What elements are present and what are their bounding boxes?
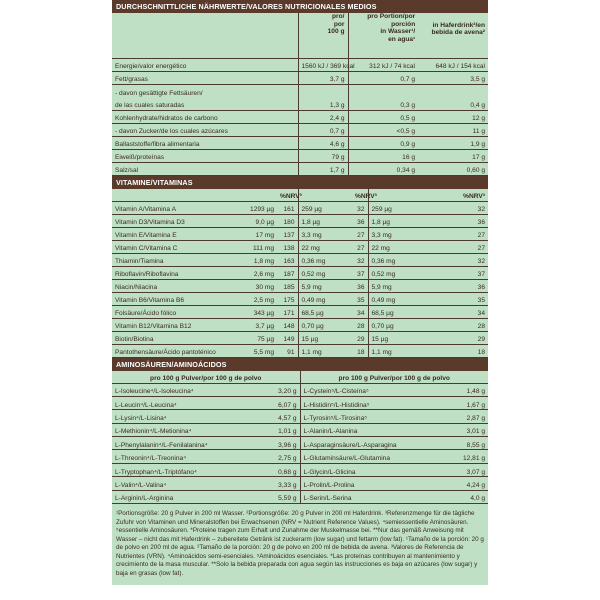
- nutrition-title: DURCHSCHNITTLICHE NÄHRWERTE/VALORES NUTRICIONALES MEDIOS: [112, 0, 488, 13]
- nutrient-label: - davon gesättigte Fettsäuren/: [115, 89, 203, 97]
- table-row: [112, 318, 488, 331]
- value-oat: 11 g: [418, 124, 488, 137]
- vitamin-water: 0,36 mg: [298, 253, 352, 266]
- table-row: [112, 253, 488, 266]
- value-oat: 1,9 g: [418, 137, 488, 150]
- amino-label: L-Serin/L-Serina: [300, 490, 428, 503]
- vitamin-water: 3,3 mg: [298, 227, 352, 240]
- value-oat: 648 kJ / 154 kcal: [418, 59, 488, 72]
- nutrient-label: Fett/grasas: [112, 72, 298, 85]
- vitamin-nrv-water: 27: [352, 227, 368, 240]
- vitamin-per-100g: 111 mg: [242, 240, 277, 253]
- vitamin-per-100g: 2,6 mg: [242, 266, 277, 279]
- value-water: <0,5 g: [348, 124, 418, 137]
- vitamin-nrv-water: 37: [352, 266, 368, 279]
- vitamin-water: 68,5 µg: [298, 305, 352, 318]
- vitamin-nrv-100g: 161: [277, 201, 298, 214]
- vitamin-oat: 3,3 mg: [368, 227, 426, 240]
- table-row: [112, 477, 488, 490]
- vitamin-water: 5,9 mg: [298, 279, 352, 292]
- vitamin-nrv-100g: 163: [277, 253, 298, 266]
- nutrition-label: [112, 0, 488, 600]
- table-row: [112, 240, 488, 253]
- vitamin-nrv-oat: 34: [426, 305, 488, 318]
- vitamin-nrv-water: 36: [352, 214, 368, 227]
- footnotes: ¹Portionsgröße: 20 g Pulver in 200 ml Wasser. ²Portionsgröße: 20 g Pulver in 200 ml Haferdrink. ³Referenzmenge für die tägliche Zufuhr von Vitaminen und Mineralstoffen bei Erwachsenen (NRV = Nutrient Reference Values). ⁴semiessentielle Aminosäuren. ⁵essentielle Aminosäuren. *Proteine tragen zum Erhalt und Zunahme der Muskelmasse bei. **Nur das gemäß Anweisung mit Wasser – nicht das mit Haferdrink – zubereitete Getränk ist zuckerarm (low sugar) und fettarm (low fat). ¹Tamaño de la porción: 20 g de polvo en 200 ml de agua. ²Tamaño de la porción: 20 g de polvo en 200 ml de bebida de avena. ³Valores de Referencia de Nutrientes (VRN). ⁴Aminoácidos semi-esenciales. ⁵Aminoácidos esenciales. *Las proteínas contribuyen al mantenimiento y crecimiento de la masa muscular. **Solo la bebida preparada con agua según las instrucciones es baja en azúcares (low sugar) y baja en grasas (low fat).: [116, 510, 484, 577]
- amino-label: L-Glycin/L-Glicina: [300, 463, 428, 476]
- vitamin-nrv-oat: 36: [426, 279, 488, 292]
- amino-label: L-Isoleucine⁴/L-Isoleucina⁴: [112, 383, 230, 396]
- vitamin-nrv-water: 35: [352, 292, 368, 305]
- vitamin-nrv-oat: 36: [426, 214, 488, 227]
- vitamin-water: 0,52 mg: [298, 266, 352, 279]
- vitamin-water: 22 mg: [298, 240, 352, 253]
- nutrient-label: Salz/sal: [112, 163, 298, 176]
- vitamin-label: Vitamin C/Vitamina C: [112, 240, 242, 253]
- amino-value: 2,75 g: [230, 450, 300, 463]
- amino-label: L-Asparaginsäure/L-Asparagina: [300, 437, 428, 450]
- vitamin-nrv-oat: 35: [426, 292, 488, 305]
- vitamin-per-100g: 30 mg: [242, 279, 277, 292]
- amino-value: 4,57 g: [230, 410, 300, 423]
- table-row: [112, 150, 488, 163]
- vitamin-per-100g: 343 µg: [242, 305, 277, 318]
- table-row: [112, 72, 488, 85]
- nutrient-label: Ballaststoffe/fibra alimentaria: [112, 137, 298, 150]
- vitamin-label: Vitamin E/Vitamina E: [112, 227, 242, 240]
- amino-value: 6,07 g: [230, 396, 300, 409]
- vitamin-oat: 68,5 µg: [368, 305, 426, 318]
- amino-label: L-Methionin⁴/L-Metionina⁴: [112, 423, 230, 436]
- value-oat: 3,5 g: [418, 72, 488, 85]
- nutrient-label: - davon Zucker/de los cuales azúcares: [112, 124, 298, 137]
- vitamin-nrv-water: 36: [352, 279, 368, 292]
- amino-value: 1,01 g: [230, 423, 300, 436]
- amino-label: L-Glutaminsäure/L-Glutamina: [300, 450, 428, 463]
- amino-label: L-Leucin⁴/L-Leucina⁴: [112, 396, 230, 409]
- table-row: [112, 292, 488, 305]
- amino-title: AMINOSÄUREN/AMINOÁCIDOS: [112, 358, 488, 371]
- vitamin-nrv-oat: 18: [426, 344, 488, 357]
- vitamin-nrv-100g: 138: [277, 240, 298, 253]
- value-water: 0,34 g: [348, 163, 418, 176]
- amino-value: 3,96 g: [230, 437, 300, 450]
- value-oat: 17 g: [418, 150, 488, 163]
- nutrient-label: de las cuales saturadas: [112, 98, 298, 111]
- amino-label: L-Phenylalanin⁴/L-Fenilalanina⁴: [112, 437, 230, 450]
- vitamin-label: Thiamin/Tiamina: [112, 253, 242, 266]
- vitamin-nrv-oat: 28: [426, 318, 488, 331]
- value-oat: 0,4 g: [418, 98, 488, 111]
- vitamin-per-100g: 1,8 mg: [242, 253, 277, 266]
- vitamin-nrv-100g: 91: [277, 344, 298, 357]
- value-per-100g: 1560 kJ / 369 kcal: [298, 59, 348, 72]
- table-row: [112, 201, 488, 214]
- amino-value: 2,87 g: [428, 410, 488, 423]
- vitamin-nrv-100g: 185: [277, 279, 298, 292]
- value-water: 312 kJ / 74 kcal: [348, 59, 418, 72]
- vitamin-label: Biotin/Biotina: [112, 331, 242, 344]
- amino-value: 4,24 g: [428, 477, 488, 490]
- table-row: [112, 410, 488, 423]
- vitamin-nrv-oat: 27: [426, 240, 488, 253]
- vitamin-nrv-oat: 32: [426, 253, 488, 266]
- amino-label: L-Threonin⁴/L-Treonina⁴: [112, 450, 230, 463]
- table-row: [112, 423, 488, 436]
- nutrient-label: Kohlenhydrate/hidratos de carbono: [112, 111, 298, 124]
- table-row: [112, 344, 488, 357]
- vitamin-label: Vitamin A/Vitamina A: [112, 201, 242, 214]
- amino-label: L-Valin⁴/L-Valina⁴: [112, 477, 230, 490]
- vitamin-per-100g: 5,5 mg: [242, 344, 277, 357]
- vitamin-nrv-oat: 29: [426, 331, 488, 344]
- table-row: [112, 59, 488, 72]
- vitamin-nrv-100g: 148: [277, 318, 298, 331]
- amino-label: L-Arginin/L-Arginina: [112, 490, 230, 503]
- nrv-header: %NRV³: [352, 189, 368, 201]
- table-row: [112, 396, 488, 409]
- table-row: [112, 450, 488, 463]
- amino-table: [112, 371, 488, 504]
- nutrition-section: [112, 0, 488, 176]
- vitamin-water: 1,1 mg: [298, 344, 352, 357]
- amino-value: 5,59 g: [230, 490, 300, 503]
- table-row: [112, 214, 488, 227]
- amino-value: 3,01 g: [428, 423, 488, 436]
- amino-section: [112, 358, 488, 504]
- vitamin-oat: 0,70 µg: [368, 318, 426, 331]
- vitamin-nrv-water: 29: [352, 331, 368, 344]
- amino-value: 1,67 g: [428, 396, 488, 409]
- table-row: [112, 331, 488, 344]
- vitamin-nrv-100g: 171: [277, 305, 298, 318]
- value-oat: [418, 85, 488, 98]
- amino-value: 4,0 g: [428, 490, 488, 503]
- vitamin-water: 259 µg: [298, 201, 352, 214]
- table-row: [112, 383, 488, 396]
- vitamin-oat: 259 µg: [368, 201, 426, 214]
- vitamin-nrv-water: 32: [352, 253, 368, 266]
- col-portion-oat: in Haferdrink²/en bebida de avena²: [431, 21, 485, 37]
- table-row: [112, 266, 488, 279]
- vitamin-label: Niacin/Niacina: [112, 279, 242, 292]
- vitamin-per-100g: 1293 µg: [242, 201, 277, 214]
- vitamins-section: [112, 176, 488, 358]
- vitamin-per-100g: 17 mg: [242, 227, 277, 240]
- vitamin-water: 15 µg: [298, 331, 352, 344]
- table-row: [112, 463, 488, 476]
- table-row: [112, 490, 488, 503]
- value-per-100g: 1,3 g: [298, 98, 348, 111]
- table-row: [112, 305, 488, 318]
- nutrient-label: Energie/valor energético: [112, 59, 298, 72]
- col-portion-water: pro Portion/por porción in Wasser¹/ en agua¹: [367, 13, 416, 43]
- vitamin-label: Pantothensäure/Ácido pantoténico: [112, 344, 242, 357]
- vitamin-nrv-oat: 37: [426, 266, 488, 279]
- value-water: [348, 85, 418, 98]
- vitamin-nrv-100g: 187: [277, 266, 298, 279]
- table-row: [112, 227, 488, 240]
- value-water: 0,5 g: [348, 111, 418, 124]
- vitamin-nrv-water: 34: [352, 305, 368, 318]
- table-row: [112, 124, 488, 137]
- table-row: [112, 163, 488, 176]
- value-per-100g: 4,6 g: [298, 137, 348, 150]
- amino-value: 0,68 g: [230, 463, 300, 476]
- amino-label: L-Cystein⁵/L-Cisteína⁵: [300, 383, 428, 396]
- table-row: [112, 111, 488, 124]
- amino-value: 3,20 g: [230, 383, 300, 396]
- value-water: 0,3 g: [348, 98, 418, 111]
- vitamin-per-100g: 9,0 µg: [242, 214, 277, 227]
- amino-label: L-Tryptophan⁴/L-Triptófano⁴: [112, 463, 230, 476]
- amino-value: 12,81 g: [428, 450, 488, 463]
- table-row: [112, 279, 488, 292]
- value-per-100g: 0,7 g: [298, 124, 348, 137]
- vitamin-nrv-water: 32: [352, 201, 368, 214]
- table-row: [112, 137, 488, 150]
- vitamin-nrv-100g: 149: [277, 331, 298, 344]
- amino-value: 3,07 g: [428, 463, 488, 476]
- vitamins-table: [112, 189, 488, 358]
- amino-label: L-Lysin⁴/L-Lisina⁴: [112, 410, 230, 423]
- vitamin-label: Riboflavin/Riboflavina: [112, 266, 242, 279]
- vitamin-oat: 0,52 mg: [368, 266, 426, 279]
- value-oat: 12 g: [418, 111, 488, 124]
- table-row: [112, 98, 488, 111]
- value-per-100g: 2,4 g: [298, 111, 348, 124]
- value-water: 16 g: [348, 150, 418, 163]
- vitamin-oat: 0,36 mg: [368, 253, 426, 266]
- vitamin-nrv-oat: 27: [426, 227, 488, 240]
- vitamin-nrv-water: 28: [352, 318, 368, 331]
- vitamin-nrv-100g: 175: [277, 292, 298, 305]
- col-per-100g: pro/ por 100 g: [298, 13, 348, 59]
- vitamin-nrv-100g: 137: [277, 227, 298, 240]
- vitamin-water: 0,49 mg: [298, 292, 352, 305]
- vitamin-nrv-water: 27: [352, 240, 368, 253]
- value-per-100g: [298, 85, 348, 98]
- vitamin-oat: 1,8 µg: [368, 214, 426, 227]
- value-per-100g: 1,7 g: [298, 163, 348, 176]
- amino-value: 8,55 g: [428, 437, 488, 450]
- value-water: 0,7 g: [348, 72, 418, 85]
- nrv-header: %NRV³: [277, 189, 298, 201]
- amino-label: L-Tyrosin⁵/L-Tirosina⁵: [300, 410, 428, 423]
- table-row: [112, 437, 488, 450]
- value-oat: 0,60 g: [418, 163, 488, 176]
- table-row: [112, 85, 488, 98]
- vitamin-label: Vitamin D3/Vitamina D3: [112, 214, 242, 227]
- vitamin-water: 0,70 µg: [298, 318, 352, 331]
- amino-value: 3,33 g: [230, 477, 300, 490]
- vitamin-nrv-water: 18: [352, 344, 368, 357]
- vitamin-oat: 22 mg: [368, 240, 426, 253]
- vitamin-label: Vitamin B12/Vitamina B12: [112, 318, 242, 331]
- vitamin-label: Folsäure/Ácido fólico: [112, 305, 242, 318]
- vitamin-oat: 1,1 mg: [368, 344, 426, 357]
- vitamin-water: 1,8 µg: [298, 214, 352, 227]
- value-per-100g: 3,7 g: [298, 72, 348, 85]
- amino-value: 1,48 g: [428, 383, 488, 396]
- nutrient-label: Eiweiß/proteínas: [112, 150, 298, 163]
- value-per-100g: 79 g: [298, 150, 348, 163]
- vitamin-oat: 0,49 mg: [368, 292, 426, 305]
- amino-label: L-Histidin⁵/L-Histidina⁵: [300, 396, 428, 409]
- nrv-header: %NRV³: [426, 189, 488, 201]
- amino-label: L-Alanin/L-Alanina: [300, 423, 428, 436]
- vitamin-nrv-oat: 32: [426, 201, 488, 214]
- amino-head-left: pro 100 g Pulver/por 100 g de polvo: [112, 371, 300, 383]
- vitamin-per-100g: 75 µg: [242, 331, 277, 344]
- vitamins-title: VITAMINE/VITAMINAS: [112, 176, 488, 189]
- vitamin-per-100g: 2,5 mg: [242, 292, 277, 305]
- vitamin-nrv-100g: 180: [277, 214, 298, 227]
- value-water: 0,9 g: [348, 137, 418, 150]
- vitamin-per-100g: 3,7 µg: [242, 318, 277, 331]
- vitamin-oat: 15 µg: [368, 331, 426, 344]
- nutrition-table: [112, 13, 488, 176]
- amino-label: L-Prolin/L-Prolina: [300, 477, 428, 490]
- vitamin-label: Vitamin B6/Vitamina B6: [112, 292, 242, 305]
- vitamin-oat: 5,9 mg: [368, 279, 426, 292]
- amino-head-right: pro 100 g Pulver/por 100 g de polvo: [300, 371, 488, 383]
